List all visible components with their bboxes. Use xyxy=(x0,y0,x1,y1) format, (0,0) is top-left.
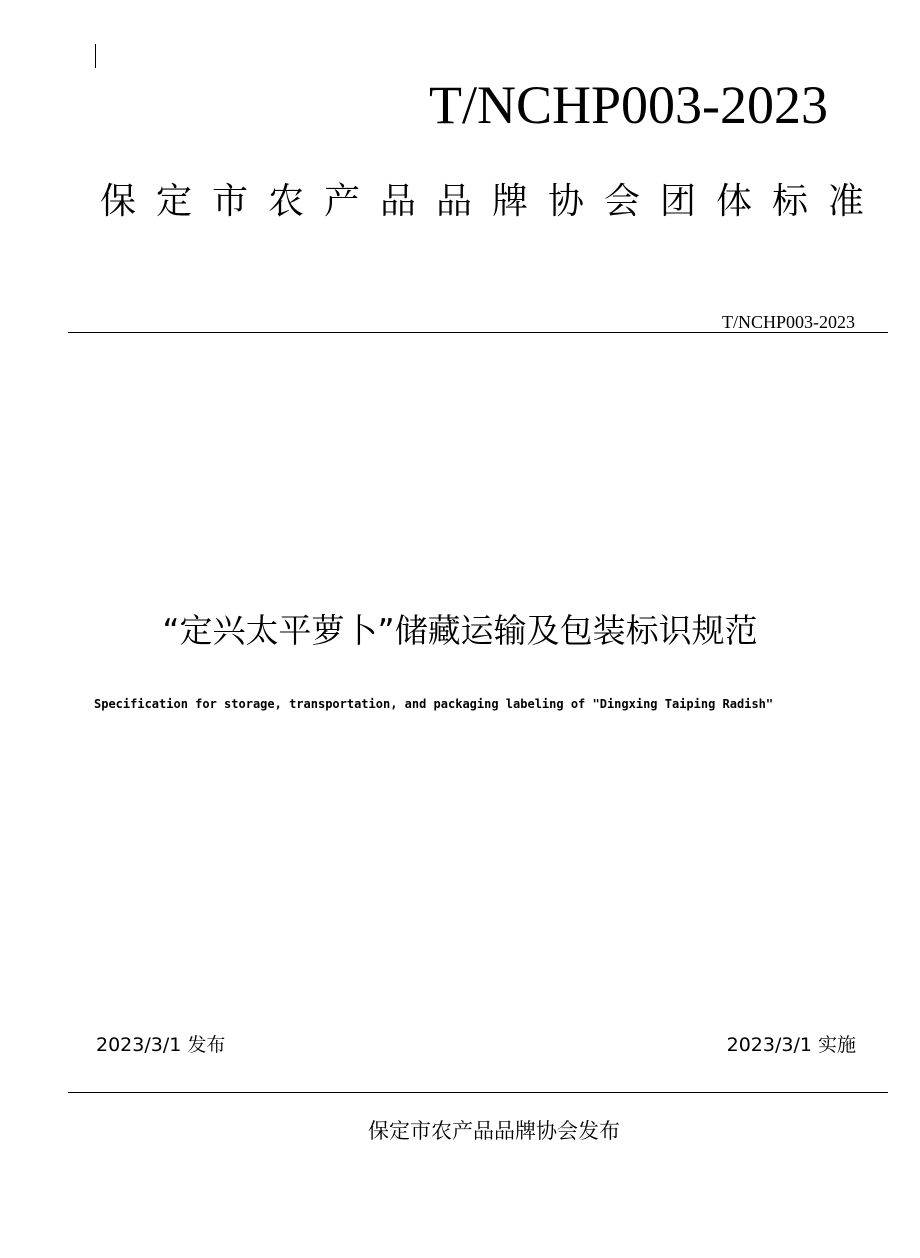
issue-date: 2023/3/1 发布 xyxy=(96,1034,226,1056)
top-divider xyxy=(68,332,888,333)
bottom-divider xyxy=(68,1092,888,1093)
standard-code-small: T/NCHP003-2023 xyxy=(721,312,855,332)
document-english-title: Specification for storage, transportation, and packaging labeling of "Dingxing Taiping Radish" xyxy=(94,697,774,711)
organization-title: 保定市农产品品牌协会团体标准 xyxy=(100,181,885,222)
publisher: 保定市农产品品牌协会发布 xyxy=(368,1119,620,1143)
implement-date: 2023/3/1 实施 xyxy=(726,1034,856,1056)
standard-code: T/NCHP003-2023 xyxy=(428,75,828,135)
document-title: “定兴太平萝卜”储藏运输及包装标识规范 xyxy=(162,611,758,650)
corner-mark xyxy=(95,44,96,68)
